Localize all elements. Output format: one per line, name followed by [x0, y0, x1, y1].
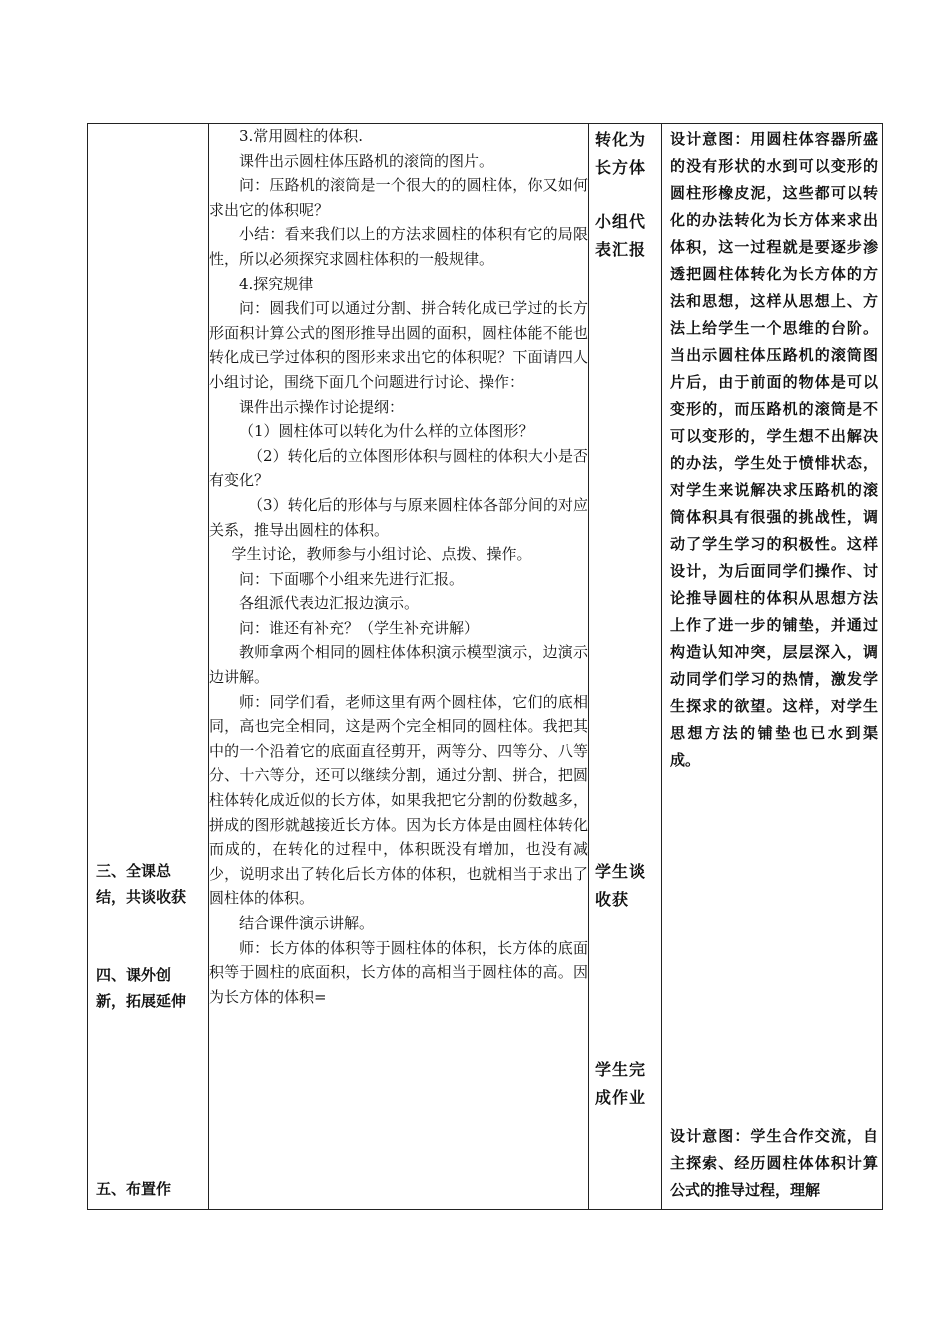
paragraph: 各组派代表边汇报边演示。 — [239, 594, 420, 613]
paragraph: 问：压路机的滚筒是一个很大的的圆柱体，你又如何求出它的体积呢？ — [209, 176, 588, 219]
student-activity-column — [589, 124, 662, 1210]
paragraph: 问：下面哪个小组来先进行汇报。 — [239, 569, 465, 588]
outline-item: （3）转化后的形体与与原来圆柱体各部分间的对应关系，推导出圆柱的体积。 — [209, 495, 588, 539]
paragraph: 学生讨论，教师参与小组讨论、点拨、操作。 — [231, 545, 532, 564]
table-row — [88, 124, 883, 1210]
stage-column — [88, 124, 209, 1210]
paragraph: 问：谁还有补充？（学生补充讲解） — [239, 618, 480, 637]
outline-item: （2）转化后的立体图形体积与圆柱的体积大小是否有变化？ — [209, 446, 588, 490]
activity-label: 小组代表汇报 — [595, 212, 647, 259]
paragraph: 教师拿两个相同的圆柱体体积演示模型演示，边演示边讲解。 — [209, 643, 588, 687]
paragraph: 课件出示操作讨论提纲： — [239, 397, 405, 416]
paragraph: 问：圆我们可以通过分割、拼合转化成已学过的长方形面积计算公式的图形推导出圆的面积，圆柱体能不能也转化成已学过体积的图形来求出它的体积呢？下面请四人小组讨论，围绕下面几个问题进行讨论、操作： — [209, 299, 588, 391]
activity-label: 转化为长方体 — [595, 130, 647, 177]
paragraph: 师：同学们看，老师这里有两个圆柱体，它们的底相同，高也完全相同，这是两个完全相同的圆柱体。我把其中的一个沿着它的底面直径剪开，两等分、四等分、八等分、十六等分，还可以继续分割，通过分割、拼合，把圆柱体转化成近似的长方体，如果我把它分割的份数越多，拼成的图形就越接近长方体。因为长方体是由圆柱体转化而成的，在转化的过程中，体积既没有增加，也没有减少，说明求出了转化后长方体的体积，也就相当于求出了圆柱体的体积。 — [209, 692, 588, 908]
activity-label: 学生完成作业 — [595, 1060, 647, 1107]
design-intent-text: 设计意图：学生合作交流，自主探索、经历圆柱体体积计算公式的推导过程，理解 — [670, 1127, 878, 1199]
stage-summary: 三、全课总结，共谈收获 — [96, 862, 187, 906]
outline-item: （1）圆柱体可以转化为什么样的立体图形？ — [239, 422, 534, 441]
stage-extension: 四、课外创新，拓展延伸 — [96, 966, 187, 1010]
paragraph: 3.常用圆柱的体积. — [239, 127, 364, 145]
paragraph: 课件出示圆柱体压路机的滚筒的图片。 — [239, 151, 495, 170]
design-intent-column — [662, 124, 883, 1210]
lesson-plan-table — [87, 123, 883, 1210]
paragraph: 4.探究规律 — [239, 274, 314, 293]
paragraph: 师：长方体的体积等于圆柱体的体积，长方体的底面积等于圆柱的底面积，长方体的高相当于圆柱体的高。因为长方体的体积= — [209, 938, 588, 1006]
design-intent-text: 设计意图：用圆柱体容器所盛的没有形状的水到可以变形的圆柱形橡皮泥，这些都可以转化的办法转化为长方体来求出体积，这一过程就是要逐步渗透把圆柱体转化为长方体的方法和思想，这样从思想上、方法上给学生一个思维的台阶。当出示圆柱体压路机的滚筒图片后，由于前面的物体是可以变形的，而压路机的滚筒是不可以变形的，学生想不出解决的办法，学生处于愤悱状态，对学生来说解决求压路机的滚筒体积具有很强的挑战性，调动了学生学习的积极性。这样设计，为后面同学们操作、讨论推导圆柱的体积从思想方法上作了进一步的铺垫，并通过构造认知冲突，层层深入，调动同学们学习的热情，激发学生探求的欲望。这样，对学生思想方法的铺垫也已水到渠成。 — [670, 130, 878, 769]
stage-homework: 五、布置作 — [96, 1180, 172, 1198]
activity-label: 学生谈收获 — [595, 862, 647, 909]
paragraph: 小结：看来我们以上的方法求圆柱的体积有它的局限性，所以必须探究求圆柱体积的一般规律。 — [209, 225, 588, 268]
paragraph: 结合课件演示讲解。 — [239, 914, 375, 932]
teaching-process-column — [209, 124, 589, 1210]
